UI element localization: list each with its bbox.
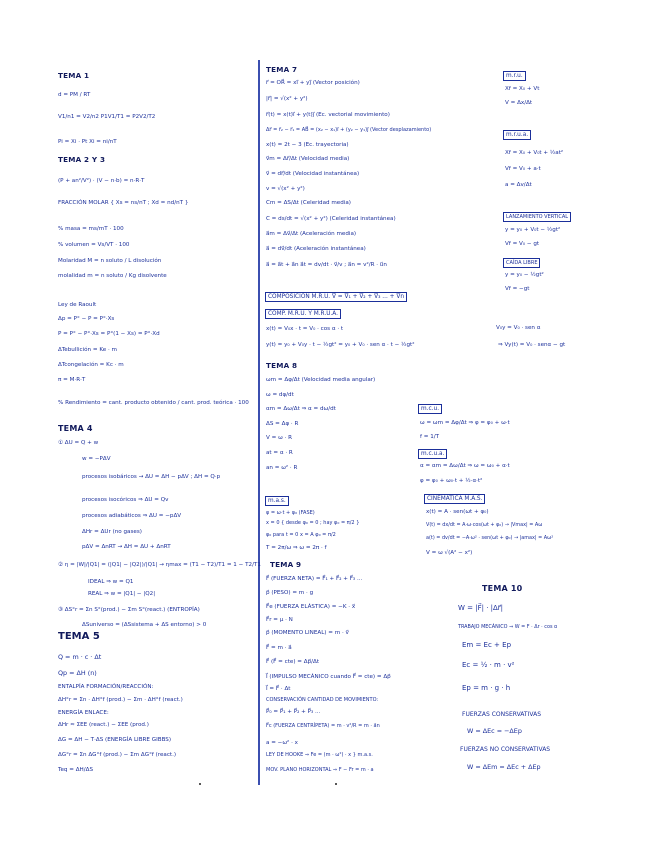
formula-line: y = y₀ − ½gt² [505, 272, 544, 278]
formula-line: φ = ω·t + φ₀ (FASE) [266, 510, 315, 516]
formula-line: molalidad m = n soluto / Kg disolvente [58, 273, 167, 279]
formula-line: FUERZAS NO CONSERVATIVAS [460, 746, 551, 753]
formula-line: procesos adiabáticos ⇒ ΔU = −pΔV [82, 513, 182, 519]
formula-line: FRACCIÓN MOLAR { Xs = ns/nT ; Xd = nd/nT } [58, 200, 189, 206]
formula-line: Em = Ec + Ep [462, 641, 512, 649]
formula-line: ω = dφ/dt [266, 392, 294, 398]
formula-line: CONSERVACIÓN CANTIDAD DE MOVIMIENTO: [266, 697, 379, 703]
formula-line: p⃗ (MOMENTO LINEAL) = m · v⃗ [266, 630, 349, 636]
column-divider-left [258, 60, 260, 785]
heading-tema-7: TEMA 7 [266, 65, 298, 74]
formula-line: W = ΔEc = −ΔEp [467, 727, 522, 735]
formula-line: Ley de Raoult [58, 302, 97, 308]
boxed-heading-mas: m.a.s. [265, 496, 289, 506]
formula-line: v⃗ = dr⃗/dt (Velocidad instantánea) [266, 171, 360, 177]
boxed-heading-mrua: m.r.u.a. [503, 130, 531, 140]
formula-line: v⃗m = Δr⃗/Δt (Velocidad media) [266, 156, 350, 162]
formula-line: FUERZAS CONSERVATIVAS [462, 711, 542, 718]
formula-line: Vf = V₀ + a·t [505, 166, 541, 172]
formula-line: ⇒ Vy(t) = V₀ · senα − gt [498, 342, 566, 348]
formula-line: Δp = P° − P = P°·Xs [58, 316, 115, 322]
formula-line: d = PM / RT [58, 92, 91, 98]
boxed-heading-lanzamiento-vertical: LANZAMIENTO VERTICAL [503, 212, 571, 222]
formula-line: ΔS = Δφ · R [266, 421, 299, 427]
formula-line: V = Δx/Δt [505, 100, 533, 106]
formula-line: Δr⃗ = r⃗₂ − r⃗₁ = AB⃗ = (x₂ − x₁)i⃗ + (y₂ − y₁)j⃗ (Vector desplazamiento) [266, 127, 432, 133]
formula-line: F⃗e (FUERZA ELÁSTICA) = −K · x⃗ [266, 604, 356, 610]
formula-line: Vf = V₀ − gt [505, 241, 540, 247]
formula-line: I⃗ = F⃗ · Δt [266, 686, 291, 692]
formula-line: a(t) = dv/dt = −A·ω² · sen(ωt + φ₀) → |amax| = Aω² [426, 535, 554, 541]
formula-line: αm = Δω/Δt ⇒ α = dω/dt [266, 406, 336, 412]
formula-line: F⃗ (F⃗ = cte) = Δp⃗/Δt [266, 659, 320, 665]
formula-line: φ₀ para t = 0 x = A φ₀ = π/2 [266, 532, 336, 538]
formula-line: Teq = ΔH/ΔS [58, 767, 93, 773]
heading-tema-10: TEMA 10 [482, 584, 523, 593]
formula-line: y(t) = y₀ + V₀y · t − ½gt² = y₀ + V₀ · sen α · t − ½gt² [266, 342, 415, 348]
heading-tema-4: TEMA 4 [58, 424, 93, 433]
formula-line: π = M·R·T [58, 377, 86, 383]
formula-line: x(t) = 2t − 3 (Ec. trayectoria) [266, 142, 349, 148]
boxed-heading-composicion-mru: COMPOSICIÓN M.R.U. V⃗ = V⃗₁ + V⃗₂ + V⃗₃ ... + V⃗n [265, 292, 407, 302]
formula-line: IDEAL ⇒ w = Q1 [88, 579, 134, 585]
formula-line: V1/n1 = V2/n2 P1V1/T1 = P2V2/T2 [58, 114, 156, 120]
formula-line: W = ΔEm = ΔEc + ΔEp [467, 763, 541, 771]
formula-line: α = αm = Δω/Δt ⇒ ω = ω₀ + α·t [420, 463, 510, 469]
formula-line: MOV. PLANO HORIZONTAL ⇒ F − Fr = m · a [266, 767, 374, 773]
formula-line: Xf = X₀ + Vt [505, 86, 540, 92]
formula-line: a⃗m = Δv⃗/Δt (Aceleración media) [266, 231, 357, 237]
formula-line: procesos isocóricos ⇒ ΔU = Qv [82, 497, 169, 503]
formula-line: % Rendimiento = cant. producto obtenido / cant. prod. teórica · 100 [58, 400, 249, 406]
formula-line: I⃗ (IMPULSO MECÁNICO cuando F⃗ = cte) = Δp⃗ [266, 674, 391, 680]
formula-line: p⃗ (PESO) = m · g [266, 590, 314, 596]
formula-line: V(t) = dx/dt = A·ω·cos(ωt + φ₀) → |Vmax| = Aω [426, 522, 543, 528]
formula-line: V₀y = V₀ · sen α [496, 325, 541, 331]
formula-line: Pi = Xi · Pt Xi = ni/nT [58, 139, 117, 145]
formula-line: w = −PΔV [82, 456, 111, 462]
heading-tema-9: TEMA 9 [270, 560, 302, 569]
formula-line: % masa = ms/mT · 100 [58, 226, 124, 232]
formula-line: P = P° − P°·Xs = P°(1 − Xs) = P°·Xd [58, 331, 160, 337]
formula-line: ωm = Δφ/Δt (Velocidad media angular) [266, 377, 376, 383]
formula-line: F⃗ (FUERZA NETA) = F⃗₁ + F⃗₂ + F⃗₃ ... [266, 576, 363, 582]
formula-line: a = Δv/Δt [505, 182, 532, 188]
formula-line: ω = ωm = Δφ/Δt ⇒ φ = φ₀ + ω·t [420, 420, 510, 426]
formula-line: T = 2π/ω ⇒ ω = 2π · f [266, 545, 327, 551]
formula-line: Molaridad M = n soluto / L disolución [58, 258, 162, 264]
formula-line: |r⃗| = √(x² + y²) [266, 96, 308, 102]
formula-line: Qp = ΔH (n) [58, 669, 97, 677]
boxed-heading-mru: m.r.u. [503, 71, 526, 81]
boxed-heading-mcua: m.c.u.a. [418, 449, 447, 459]
formula-line: Ec = ½ · m · v² [462, 661, 515, 669]
formula-line: ΔG = ΔH − T·ΔS (ENERGÍA LIBRE GIBBS) [58, 737, 172, 743]
formula-line: LEY DE HOOKE ⇒ Fe = (m · ω²) · x } m.a.s. [266, 752, 373, 758]
formula-line: F⃗ = m · a⃗ [266, 645, 292, 651]
formula-line: Ep = m · g · h [462, 684, 511, 692]
formula-line: ΔSuniverso = (ΔSsistema + ΔS entorno) > 0 [82, 622, 207, 628]
formula-line: ③ ΔS°r = Σn S°(prod.) − Σm S°(react.) (ENTROPÍA) [58, 607, 200, 613]
formula-line: y = y₀ + V₀t − ½gt² [505, 227, 561, 233]
formula-line: at = α · R [266, 450, 293, 456]
formula-line: F⃗r = μ · N [266, 617, 293, 623]
boxed-heading-caida-libre: CAÍDA LIBRE [503, 258, 540, 268]
heading-tema-8: TEMA 8 [266, 361, 298, 370]
formula-line: % volumen = Vs/VT · 100 [58, 242, 130, 248]
formula-line: ENERGÍA ENLACE: [58, 710, 109, 716]
formula-line: (P + an²/V²) · (V − n·b) = n·R·T [58, 178, 145, 184]
formula-line: ΔTcongelación = Kc · m [58, 362, 124, 368]
formula-line: x = 0 { desde φ₀ = 0 ; hay φ₀ = π/2 } [266, 520, 360, 526]
formula-line: Cm = ΔS/Δt (Celeridad media) [266, 200, 351, 206]
formula-line: procesos isobáricos → ΔU = ΔH − pΔV ; ΔH = Q·p [82, 474, 221, 480]
formula-line: Vf = −gt [505, 286, 530, 292]
formula-line: ENTALPÍA FORMACIÓN/REACCIÓN: [58, 684, 154, 690]
formula-line: x(t) = A · sen(ωt + φ₀) [426, 509, 489, 515]
boxed-heading-cinematica-mas: CINEMÁTICA M.A.S. [424, 494, 485, 504]
formula-line: Q = m · c · Δt [58, 653, 102, 661]
heading-tema-5: TEMA 5 [58, 631, 100, 642]
formula-line: ② η = |W|/|Q1| = (|Q1| − |Q2|)/|Q1| → ηmax = (T1 − T2)/T1 = 1 − T2/T1 [58, 562, 261, 568]
formula-line: V = ω · R [266, 435, 292, 441]
formula-line: ΔH°r = Σn · ΔH°f (prod.) − Σm · ΔH°f (react.) [58, 697, 183, 703]
formula-line: W = |F⃗| · |Δr⃗| [458, 604, 504, 612]
footer-dot-right [335, 783, 337, 785]
formula-line: V = ω √(A² − x²) [426, 550, 473, 556]
formula-line: x(t) = V₀x · t = V₀ · cos α · t [266, 326, 344, 332]
formula-line: r⃗(t) = x(t)i⃗ + y(t)j⃗ (Ec. vectorial movimiento) [266, 112, 390, 118]
formula-line: ΔHr ≈ ΣEE (react.) − ΣEE (prod.) [58, 722, 149, 728]
formula-line: a⃗ = dv⃗/dt (Aceleración instantánea) [266, 246, 366, 252]
formula-line: ① ΔU = Q + w [58, 440, 99, 446]
boxed-heading-comp-mru-mrua: COMP. M.R.U. Y M.R.U.A. [265, 309, 341, 319]
formula-line: C = ds/dt = √(x² + y²) (Celeridad instantánea) [266, 216, 396, 222]
formula-line: a⃗ = a⃗t + a⃗n a⃗t = dv/dt · v⃗/v ; a⃗n = v²/R · u⃗n [266, 262, 387, 268]
footer-dot-left [199, 783, 201, 785]
formula-line: pΔV = ΔnRT → ΔH = ΔU + ΔnRT [82, 544, 171, 550]
formula-line: v = √(x² + y²) [266, 186, 305, 192]
formula-line: an = ω² · R [266, 465, 298, 471]
formula-line: REAL ⇒ w = |Q1| − |Q2| [88, 591, 156, 597]
formula-line: f = 1/T [420, 434, 440, 440]
heading-tema-2-3: TEMA 2 Y 3 [58, 155, 106, 164]
formula-line: F⃗c (FUERZA CENTRÍPETA) = m · v²/R = m · a⃗n [266, 723, 380, 729]
formula-line: r⃗ = OR⃗ = xi⃗ + yj⃗ (Vector posición) [266, 80, 360, 86]
formula-line: ΔHr = ΔUr (no gases) [82, 529, 142, 535]
formula-line: P⃗₀ = P⃗₁ + P⃗₂ + P⃗₃ ... [266, 709, 321, 715]
heading-tema-1: TEMA 1 [58, 71, 90, 80]
formula-line: TRABAJO MECÁNICO ⇒ W = F · Δr · cos α [458, 624, 558, 630]
boxed-heading-mcu: m.c.u. [418, 404, 442, 414]
formula-line: Xf = X₀ + V₀t + ½at² [505, 150, 564, 156]
formula-line: a = −ω² · x [266, 740, 298, 746]
formula-line: φ = φ₀ + ω₀·t + ½·α·t² [420, 478, 483, 484]
formula-line: ΔTebullición = Ke · m [58, 347, 117, 353]
formula-line: ΔG°r = Σn ΔG°f (prod.) − Σm ΔG°f (react.) [58, 752, 177, 758]
